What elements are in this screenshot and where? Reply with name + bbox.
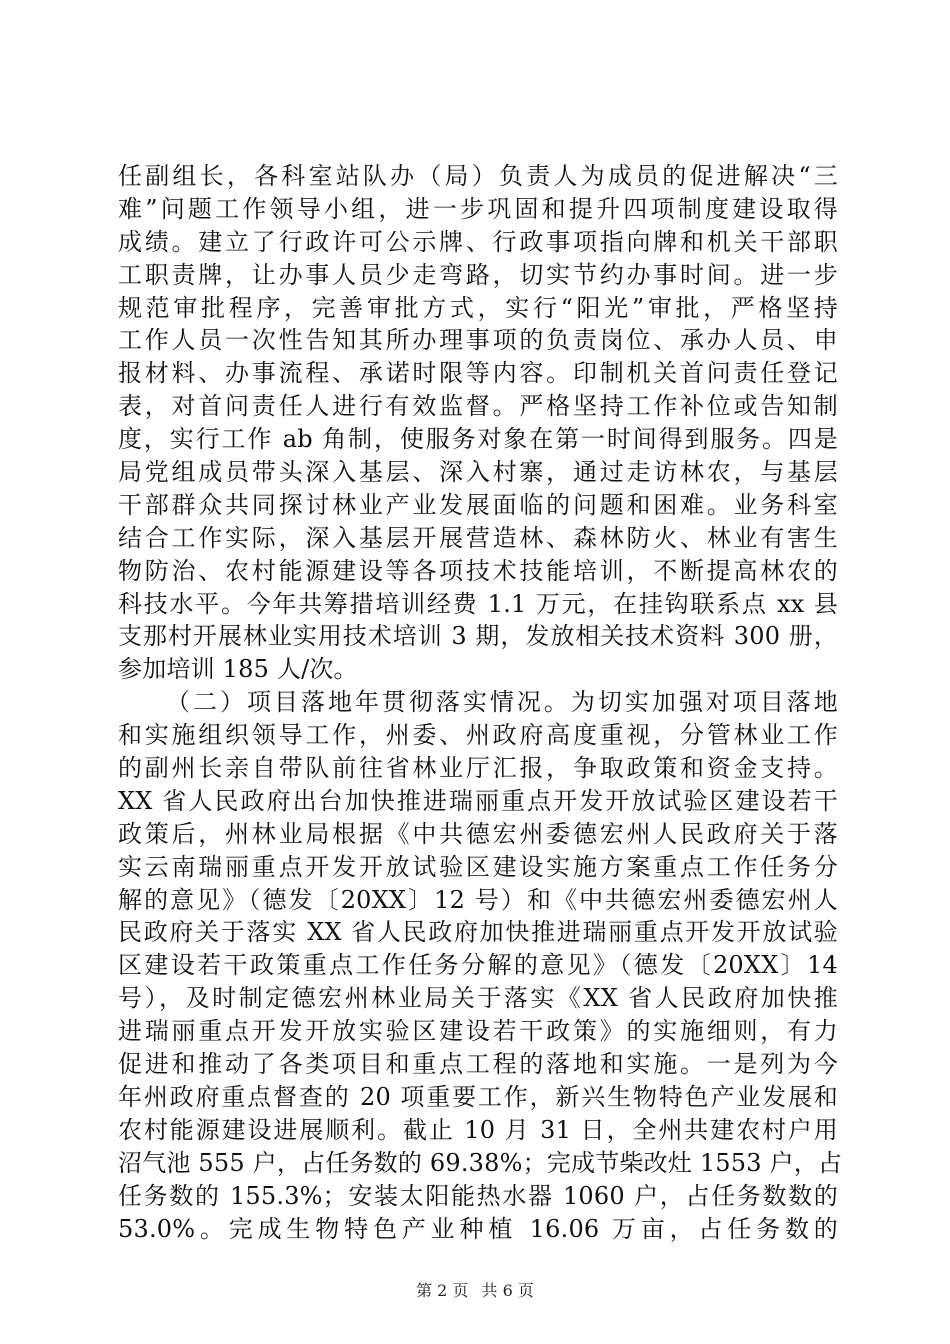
text-line: 沼气池 555 户，占任务数的 69.38%；完成节柴改灶 1553 户，占: [118, 1148, 843, 1177]
text-line: 任务数的 155.3%；安装太阳能热水器 1060 户，占任务数数的: [118, 1181, 838, 1210]
text-line: 农村能源建设进展顺利。截止 10 月 31 日，全州共建农村户用: [118, 1115, 838, 1144]
document-body: [118, 160, 843, 1245]
text-line: 民政府关于落实 XX 省人民政府加快推进瑞丽重点开发开放试验: [118, 918, 838, 947]
text-line: 任副组长，各科室站队办（局）负责人为成员的促进解决“三: [118, 162, 838, 190]
text-line: 的副州长亲自带队前往省林业厅汇报，争取政策和资金支持。: [118, 754, 838, 783]
text-line: 干部群众共同探讨林业产业发展面临的问题和困难。业务科室: [118, 490, 838, 519]
text-line: 区建设若干政策重点工作任务分解的意见》（德发〔20XX〕14: [118, 951, 838, 980]
page-footer: [0, 1278, 950, 1301]
text-line: 年州政府重点督查的 20 项重要工作，新兴生物特色产业发展和: [118, 1082, 838, 1111]
text-line: 结合工作实际，深入基层开展营造林、森林防火、林业有害生: [118, 523, 838, 552]
text-line: 政策后，州林业局根据《中共德宏州委德宏州人民政府关于落: [118, 819, 838, 848]
text-line: 促进和推动了各类项目和重点工程的落地和实施。一是列为今: [118, 1050, 838, 1079]
text-line: 工作人员一次性告知其所办理事项的负责岗位、承办人员、申: [118, 326, 838, 355]
text-line: 度，实行工作 ab 角制，使服务对象在第一时间得到服务。四是: [118, 425, 838, 454]
section-heading-line: （二）项目落地年贯彻落实情况。为切实加强对项目落地: [166, 688, 838, 717]
text-line: 科技水平。今年共筹措培训经费 1.1 万元，在挂钩联系点 xx 县: [118, 589, 838, 618]
text-line: 实云南瑞丽重点开发开放试验区建设实施方案重点工作任务分: [118, 852, 838, 881]
text-line: 支那村开展林业实用技术培训 3 期，发放相关技术资料 300 册，: [118, 622, 838, 651]
text-line: 局党组成员带头深入基层、深入村寨，通过走访林农，与基层: [118, 458, 838, 487]
page-total: 共 6 页: [481, 1281, 534, 1300]
text-line: 物防治、农村能源建设等各项技术技能培训，不断提高林农的: [118, 556, 838, 585]
text-line: 表，对首问责任人进行有效监督。严格坚持工作补位或告知制: [118, 392, 838, 421]
text-line: 成绩。建立了行政许可公示牌、行政事项指向牌和机关干部职: [118, 227, 838, 256]
text-line: 和实施组织领导工作，州委、州政府高度重视，分管林业工作: [118, 721, 838, 750]
page-number: 第 2 页: [416, 1281, 469, 1300]
text-line: 难”问题工作领导小组，进一步巩固和提升四项制度建设取得: [118, 194, 838, 223]
text-line: 号），及时制定德宏州林业局关于落实《XX 省人民政府加快推: [118, 984, 838, 1013]
text-line: XX 省人民政府出台加快推进瑞丽重点开发开放试验区建设若干: [118, 786, 838, 815]
text-line: 解的意见》（德发〔20XX〕12 号）和《中共德宏州委德宏州人: [118, 885, 838, 914]
text-line: 参加培训 185 人/次。: [118, 655, 358, 684]
text-line: 工职责牌，让办事人员少走弯路，切实节约办事时间。进一步: [118, 260, 838, 289]
text-line: 报材料、办事流程、承诺时限等内容。印制机关首问责任登记: [118, 359, 838, 388]
text-line: 规范审批程序，完善审批方式，实行“阳光”审批，严格坚持: [118, 293, 838, 322]
text-line: 进瑞丽重点开发开放实验区建设若干政策》的实施细则，有力: [118, 1017, 838, 1046]
text-line: 53.0%。完成生物特色产业种植 16.06 万亩，占任务数的: [118, 1214, 838, 1243]
